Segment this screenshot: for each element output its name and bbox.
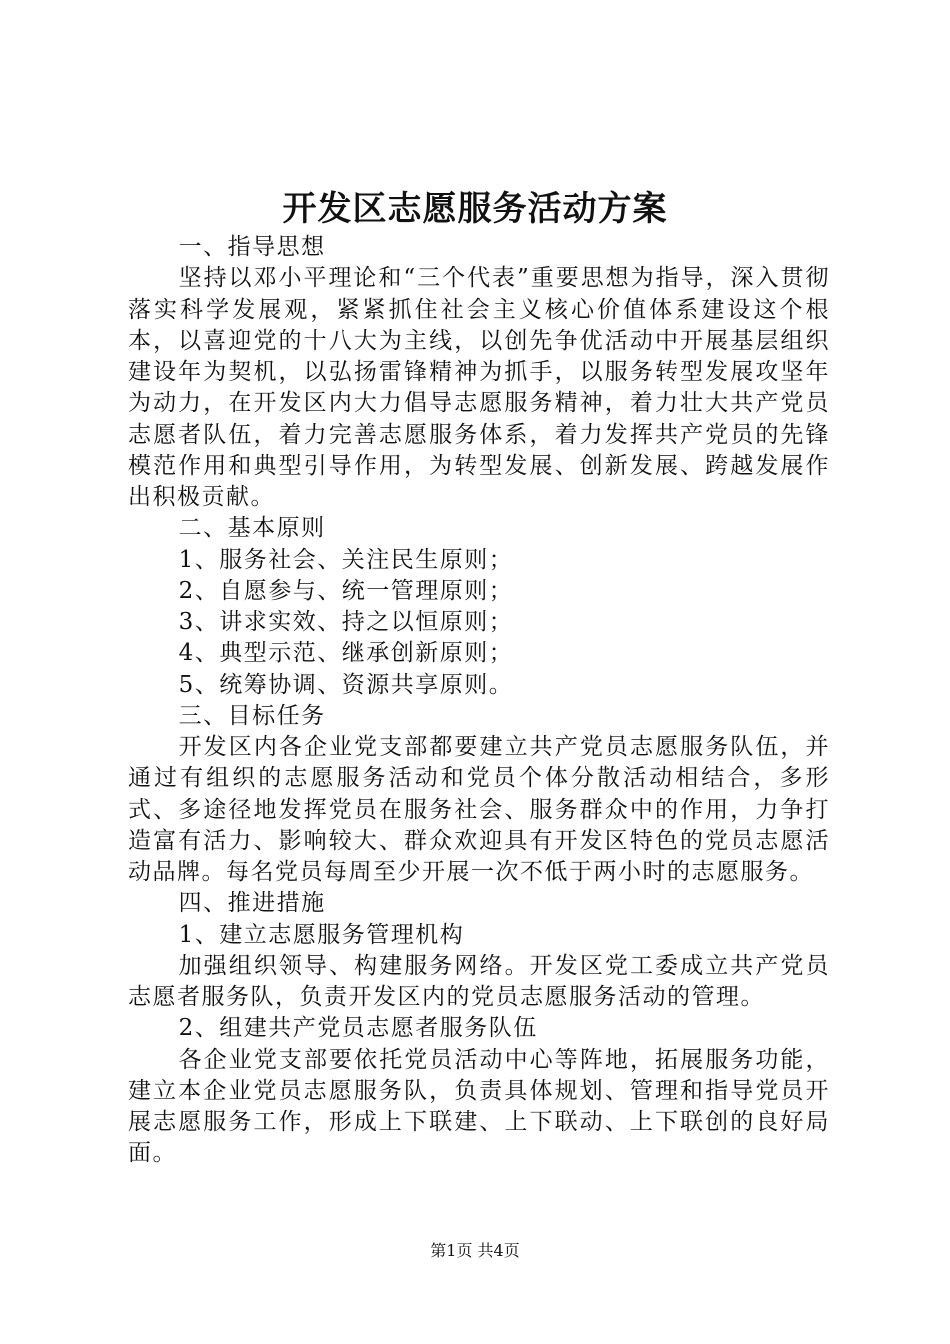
heading-measures: 四、推进措施 <box>178 890 326 917</box>
subheading-measure-1: 1、建立志愿服务管理机构 <box>178 921 465 948</box>
principle-item-4: 4、典型示范、继承创新原则； <box>178 640 514 667</box>
subheading-measure-2: 2、组建共产党员志愿者服务队伍 <box>178 1015 538 1042</box>
principle-item-1: 1、服务社会、关注民生原则； <box>178 546 514 573</box>
principle-item-3: 3、讲求实效、持之以恒原则； <box>178 609 514 635</box>
document-body <box>128 232 830 1170</box>
principle-item-5: 5、统筹协调、资源共享原则。 <box>178 671 514 698</box>
paragraph-guiding-thought: 坚持以邓小平理论和“三个代表”重要思想为指导，深入贯彻落实科学发展观，紧紧抓住社会主义核心价值体系建设这个根本，以喜迎党的十八大为主线，以创先争优活动中开展基层组织建设年为契机，以弘扬雷锋精神为抓手，以服务转型发展攻坚年为动力，在开发区内大力倡导志愿服务精神，着力壮大共产党员志愿者队伍，着力完善志愿服务体系，着力发挥共产党员的先锋模范作用和典型引导作用，为转型发展、创新发展、跨越发展作出积极贡献。 <box>128 265 830 510</box>
heading-basic-principles: 二、基本原则 <box>178 515 326 542</box>
paragraph-goals-tasks: 开发区内各企业党支部都要建立共产党员志愿服务队伍，并通过有组织的志愿服务活动和党员个体分散活动相结合，多形式、多途径地发挥党员在服务社会、服务群众中的作用，力争打造富有活力、影响较大、群众欢迎具有开发区特色的党员志愿活动品牌。每名党员每周至少开展一次不低于两小时的志愿服务。 <box>128 734 830 885</box>
page-footer: 第1页 共4页 <box>430 1241 520 1260</box>
document-title: 开发区志愿服务活动方案 <box>282 189 668 229</box>
principle-item-2: 2、自愿参与、统一管理原则； <box>178 577 514 604</box>
heading-guiding-thought: 一、指导思想 <box>178 234 326 260</box>
paragraph-measure-1: 加强组织领导、构建服务网络。开发区党工委成立共产党员志愿者服务队，负责开发区内的党员志愿服务活动的管理。 <box>128 952 830 1010</box>
paragraph-measure-2: 各企业党支部要依托党员活动中心等阵地，拓展服务功能，建立本企业党员志愿服务队，负责具体规划、管理和指导党员开展志愿服务工作，形成上下联建、上下联动、上下联创的良好局面。 <box>128 1046 830 1167</box>
heading-goals-tasks: 三、目标任务 <box>178 702 326 729</box>
